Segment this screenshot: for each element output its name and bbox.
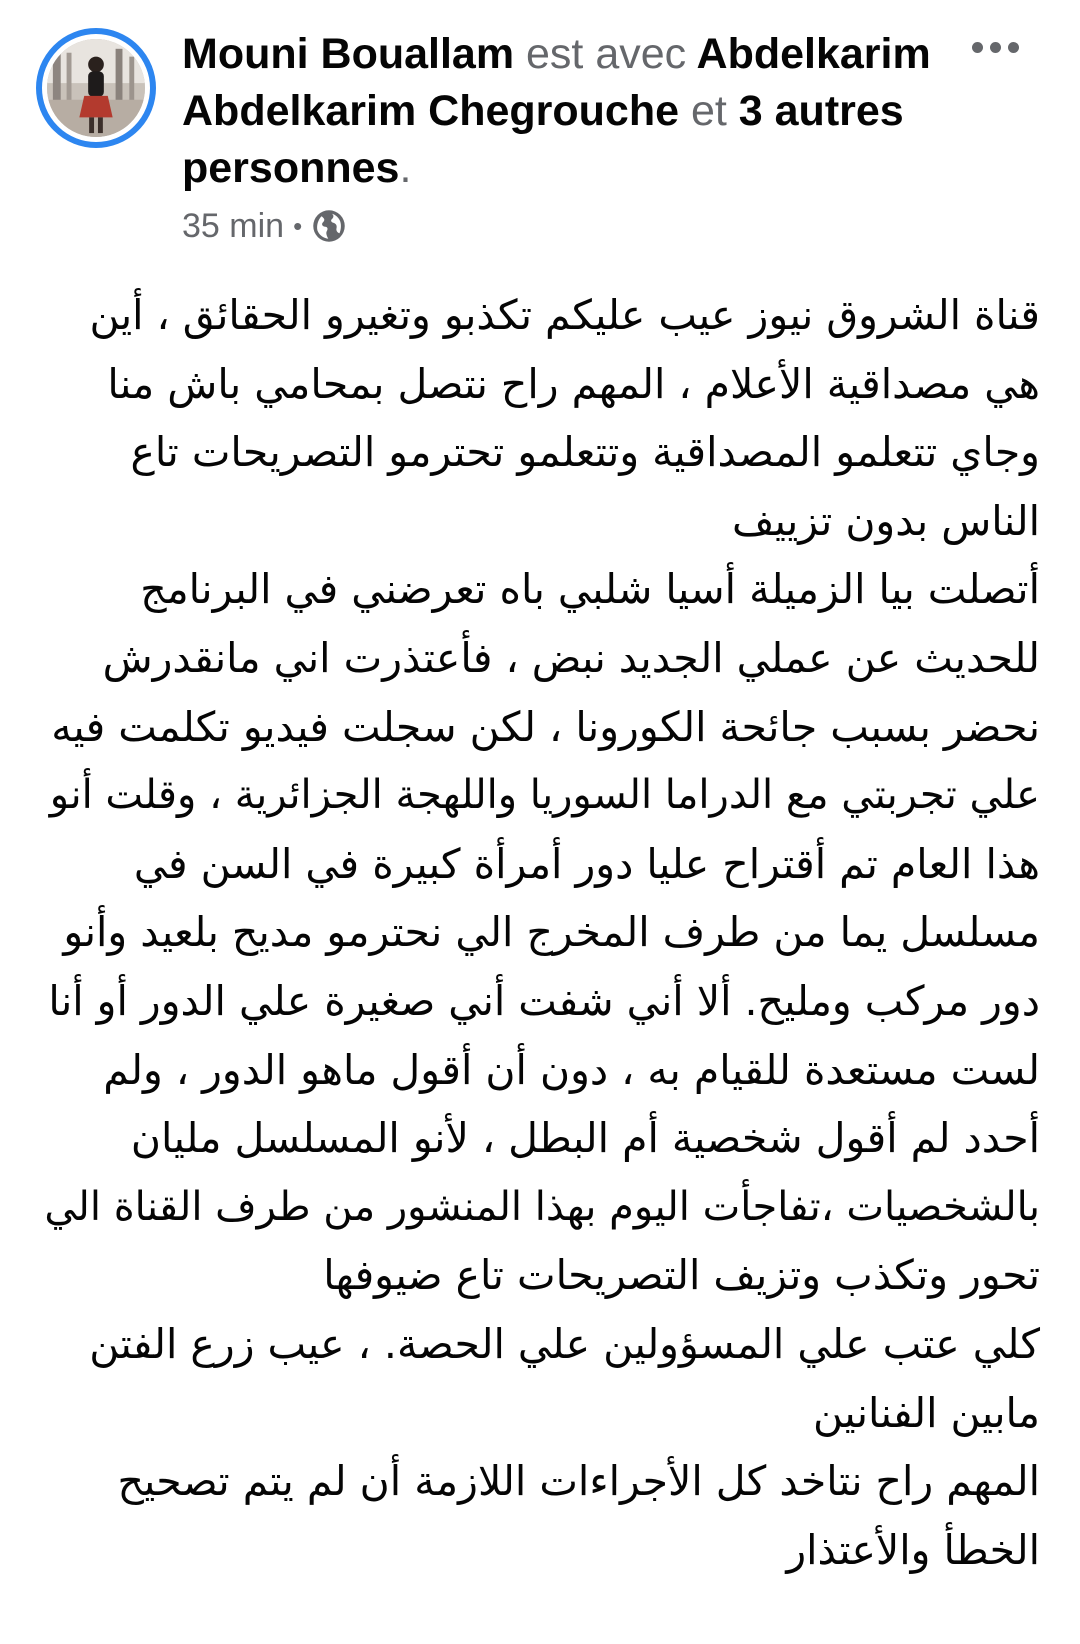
post-text-line: الخطأ والأعتذار: [786, 1525, 1040, 1574]
avatar[interactable]: [36, 28, 156, 148]
post-header-text: [182, 26, 962, 197]
post-text-line: هي مصداقية الأعلام ، المهم راح نتصل بمحامي باش منا: [107, 359, 1040, 408]
post-text-line: أحدد لم أقول شخصية أم البطل ، لأنو المسلسل مليان: [130, 1114, 1040, 1163]
post-text-line: أتصلت بيا الزميلة أسيا شلبي باه تعرضني في البرنامج: [140, 565, 1040, 614]
post-text-line: مسلسل يما من طرف المخرج الي نحترمو مديح بلعيد وأنو: [63, 908, 1040, 957]
post-text-line: المهم راح نتاخد كل الأجراءات اللازمة أن لم يتم تصحيح: [117, 1457, 1040, 1506]
more-dot: [972, 42, 983, 53]
post-text: [40, 281, 1040, 1584]
post-text-line: دور مركب ومليح. ألا أني شفت أني صغيرة علي الدور أو أنا: [48, 976, 1040, 1025]
with-text: est avec: [526, 30, 687, 78]
globe-icon[interactable]: [311, 208, 347, 244]
tagged-person-name[interactable]: Abdelkarim Abdelkarim Chegrouche: [182, 30, 931, 135]
post-meta: [182, 203, 347, 249]
post-text-line: الناس بدون تزييف: [732, 496, 1040, 545]
post-text-line: نحضر بسبب جائحة الكورونا ، لكن سجلت فيديو تكلمت فيه: [51, 702, 1040, 751]
more-dot: [1008, 42, 1019, 53]
post-text-line: هذا العام تم أقتراح عليا دور أمرأة كبيرة في السن في: [133, 839, 1040, 888]
post-text-line: قناة الشروق نيوز عيب عليكم تكذبو وتغيرو الحقائق ، أين: [89, 291, 1040, 339]
post-text-line: وجاي تتعلمو المصداقية وتتعلمو تحترمو التصريحات تاع: [130, 428, 1040, 477]
period-text: .: [399, 144, 412, 192]
meta-separator: •: [293, 210, 303, 241]
post-text-line: علي تجربتي مع الدراما السوريا واللهجة الجزائرية ، وقلت أنو: [49, 772, 1040, 819]
post-text-line: كلي عتب علي المسؤولين علي الحصة. ، عيب زرع الفتن: [89, 1319, 1040, 1368]
post-text-line: تحور وتكذب وتزيف التصريحات تاع ضيوفها: [323, 1251, 1040, 1300]
post-header: [0, 0, 1080, 275]
post-time[interactable]: 35 min: [182, 206, 285, 245]
more-dot: [990, 42, 1001, 53]
post-text-line: بالشخصيات ،تفاجأت اليوم بهذا المنشور من طرف القناة الي: [44, 1183, 1040, 1230]
post-text-line: للحديث عن عملي الجديد نبض ، فأعتذرت اني مانقدرش: [102, 633, 1040, 682]
author-name[interactable]: Mouni Bouallam: [182, 30, 515, 78]
and-text: et: [690, 87, 727, 135]
avatar-photo: [47, 39, 145, 137]
post-text-line: لست مستعدة للقيام به ، دون أن أقول ماهو الدور ، ولم: [103, 1045, 1040, 1094]
post-text-line: مابين الفنانين: [813, 1388, 1040, 1437]
more-options-icon[interactable]: [958, 24, 1032, 70]
others-link[interactable]: 3 autres personnes: [182, 87, 904, 192]
